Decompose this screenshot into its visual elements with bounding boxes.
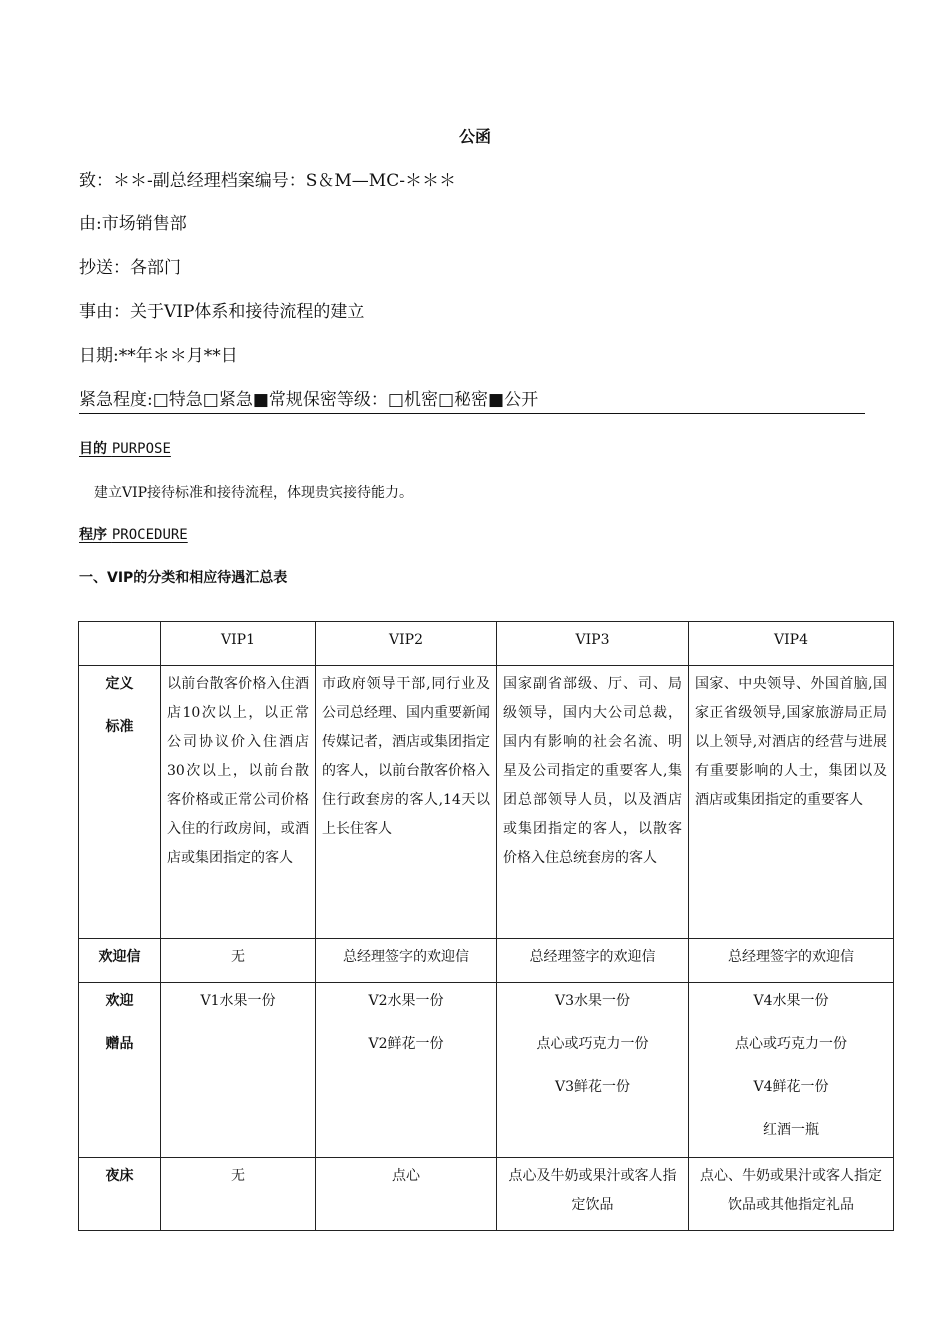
- row-label-line: 赠品: [105, 1036, 134, 1052]
- gift-item: V4水果一份: [753, 993, 829, 1009]
- cell-turndown-vip4: 点心、牛奶或果汁或客人指定饮品或其他指定礼品: [689, 1158, 894, 1231]
- document-title: 公函: [458, 127, 491, 146]
- row-label-welcome-letter: 欢迎信: [79, 939, 161, 983]
- cell-turndown-vip2: 点心: [316, 1158, 497, 1231]
- gift-item: V2水果一份: [368, 993, 444, 1009]
- purpose-text: 建立VIP接待标准和接待流程，体现贵宾接待能力。: [94, 485, 414, 501]
- cell-letter-vip1: 无: [161, 939, 316, 983]
- cell-letter-vip4: 总经理签字的欢迎信: [689, 939, 894, 983]
- table-header-cell: VIP2: [316, 622, 497, 666]
- section1-title: 一、VIP的分类和相应待遇汇总表: [79, 570, 288, 586]
- cell-turndown-vip3: 点心及牛奶或果汁或客人指定饮品: [497, 1158, 689, 1231]
- header-to: 致：＊＊-副总经理档案编号：S＆M—MC-＊＊＊: [79, 171, 456, 191]
- table-header-cell: VIP1: [161, 622, 316, 666]
- procedure-heading: [79, 524, 188, 544]
- cell-turndown-vip1: 无: [161, 1158, 316, 1231]
- purpose-heading: [79, 438, 171, 458]
- cell-gift-vip4: [689, 983, 894, 1158]
- table-header-cell: VIP4: [689, 622, 894, 666]
- gift-item: V4鲜花一份: [753, 1079, 829, 1095]
- procedure-heading-cn: 程序: [79, 527, 107, 543]
- cell-definition-vip1: 以前台散客价格入住酒店10次以上，以正常公司协议价入住酒店30次以上，以前台散客价格或正常公司价格入住的行政房间，或酒店或集团指定的客人: [161, 666, 316, 939]
- table-row-turndown: [79, 1158, 894, 1231]
- gift-item: 红酒一瓶: [763, 1122, 819, 1138]
- row-label-line: 欢迎: [105, 993, 134, 1009]
- header-subject: 事由：关于VIP体系和接待流程的建立: [79, 302, 365, 322]
- gift-item: 点心或巧克力一份: [536, 1036, 649, 1052]
- table-row-definition: [79, 666, 894, 939]
- header-urgency: 紧急程度:□特急□紧急■常规保密等级：□机密□秘密■公开: [79, 390, 539, 410]
- cell-letter-vip3: 总经理签字的欢迎信: [497, 939, 689, 983]
- purpose-heading-en: PURPOSE: [111, 441, 171, 457]
- gift-item: 点心或巧克力一份: [735, 1036, 847, 1052]
- row-label-definition: [79, 666, 161, 939]
- gift-item: V2鲜花一份: [368, 1036, 444, 1052]
- header-cc: 抄送：各部门: [79, 258, 181, 278]
- cell-gift-vip2: [316, 983, 497, 1158]
- cell-definition-vip3: 国家副省部级、厅、司、局级领导，国内大公司总裁，国内有影响的社会名流、明星及公司指定的重要客人,集团总部领导人员，以及酒店或集团指定的客人，以散客价格入住总统套房的客人: [497, 666, 689, 939]
- row-label-line: 标准: [105, 719, 134, 735]
- row-label-welcome-gift: [79, 983, 161, 1158]
- cell-definition-vip2: 市政府领导干部,同行业及公司总经理、国内重要新闻传媒记者，酒店或集团指定的客人，以前台散客价格入住行政套房的客人,14天以上长住客人: [316, 666, 497, 939]
- header-date: 日期:**年＊＊月**日: [79, 346, 238, 366]
- gift-item: V3鲜花一份: [554, 1079, 631, 1095]
- cell-gift-vip3: [497, 983, 689, 1158]
- table-row-welcome-letter: [79, 939, 894, 983]
- purpose-heading-cn: 目的: [79, 441, 107, 457]
- header-from: 由:市场销售部: [79, 214, 187, 234]
- row-label-line: 定义: [105, 676, 134, 692]
- table-header-row: [79, 622, 894, 666]
- cell-letter-vip2: 总经理签字的欢迎信: [316, 939, 497, 983]
- header-divider: [79, 413, 865, 414]
- gift-item: V3水果一份: [554, 993, 631, 1009]
- table-row-welcome-gift: [79, 983, 894, 1158]
- gift-item: V1水果一份: [200, 993, 276, 1009]
- cell-definition-vip4: 国家、中央领导、外国首脑,国家正省级领导,国家旅游局正局以上领导,对酒店的经营与进展有重要影响的人士，集团以及酒店或集团指定的重要客人: [689, 666, 894, 939]
- cell-gift-vip1: [161, 983, 316, 1158]
- vip-table: [78, 621, 894, 1231]
- procedure-heading-en: PROCEDURE: [111, 527, 188, 543]
- table-header-cell: [79, 622, 161, 666]
- row-label-turndown: 夜床: [79, 1158, 161, 1231]
- table-header-cell: VIP3: [497, 622, 689, 666]
